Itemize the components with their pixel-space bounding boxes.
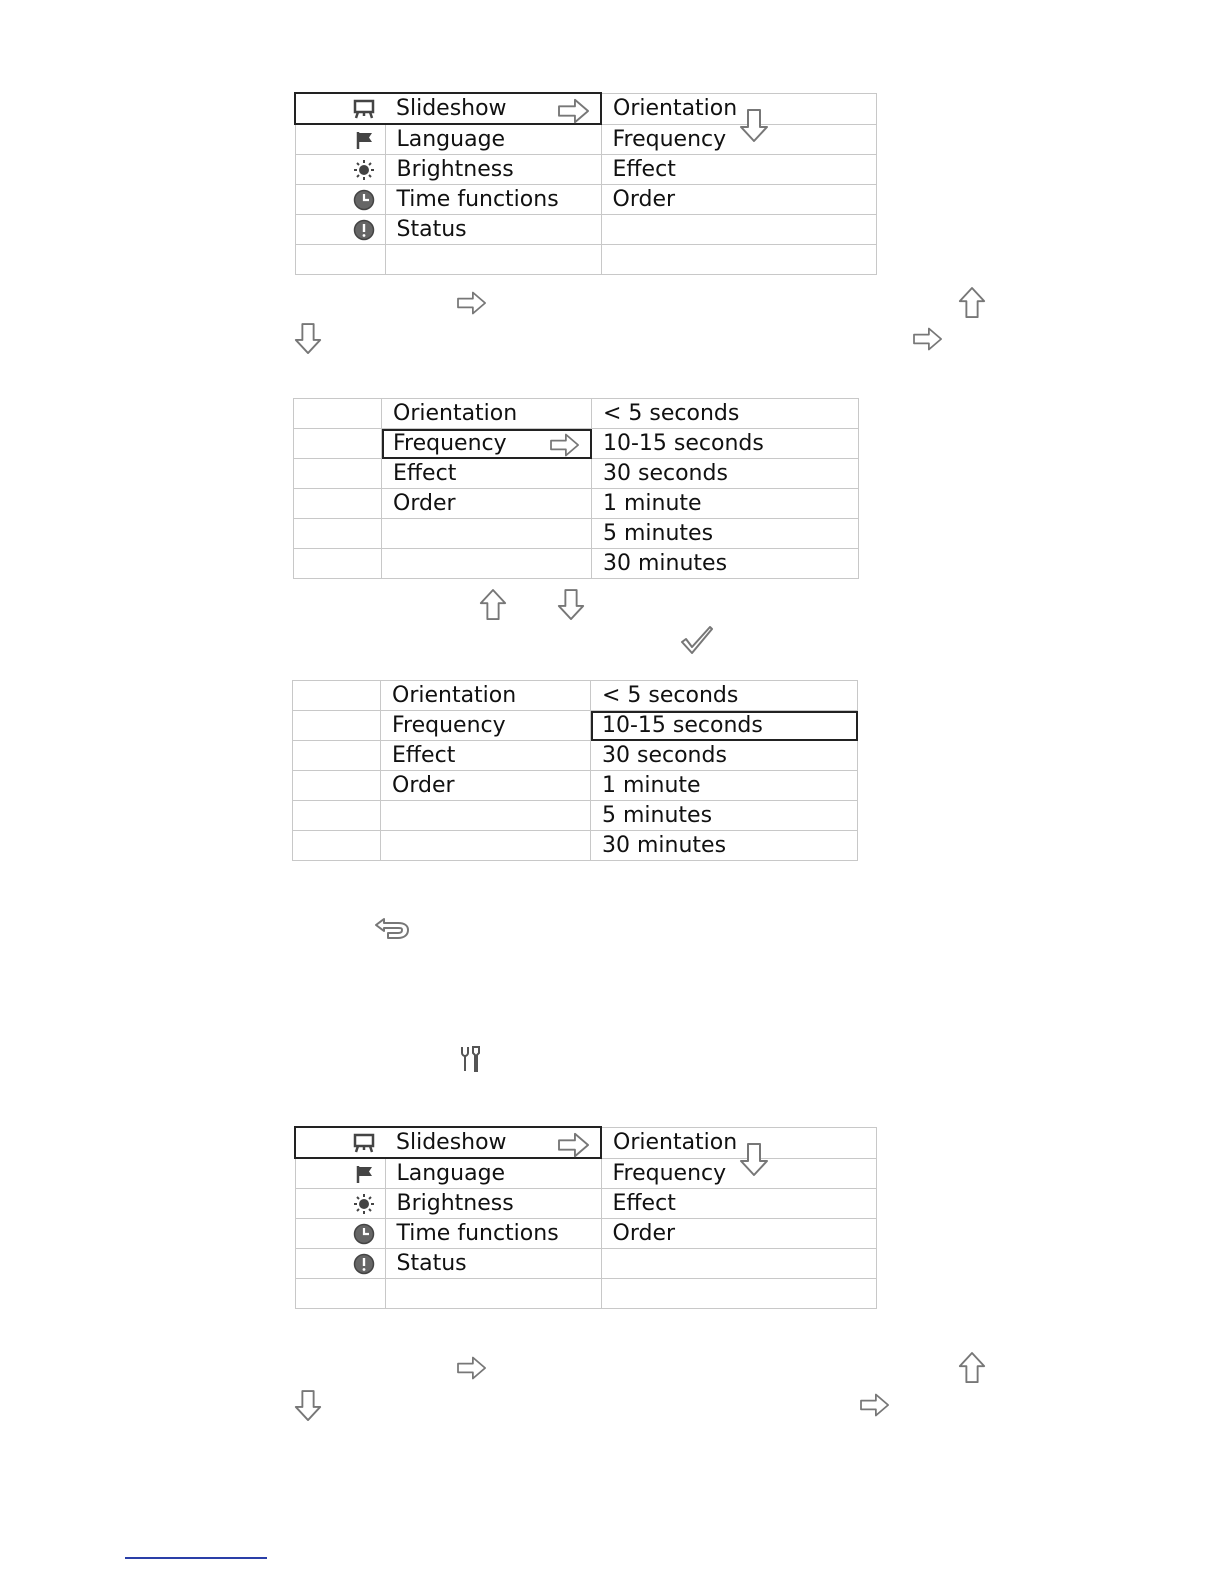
submenu-item[interactable] [601,93,876,124]
option-label: 1 minute [603,491,702,516]
menu-item-slideshow[interactable] [385,93,601,124]
table-row [293,741,858,771]
menu-item-label: Status [396,217,467,242]
submenu-item [601,245,876,275]
menu-item-label: Time functions [396,187,559,212]
menu-item-empty [382,549,592,579]
menu-item-label: Effect [393,461,457,486]
right-arrow-icon [556,96,592,126]
submenu-item-label: Order [612,187,676,212]
option-item[interactable] [591,741,858,771]
menu-item-label: Brightness [396,1191,514,1216]
icon-cell [295,155,385,185]
menu-item-language[interactable] [385,124,601,155]
table-row [295,93,876,124]
down-arrow-icon [293,1389,323,1423]
clock-icon [353,1223,375,1245]
back-icon [374,916,410,942]
brightness-sun-icon [353,1193,375,1215]
submenu-item-label: Order [612,1221,676,1246]
option-label: < 5 seconds [603,401,740,426]
right-arrow-icon [455,1354,489,1382]
option-item[interactable] [592,459,859,489]
icon-cell [295,1127,385,1158]
menu-tools-icon [458,1045,484,1073]
option-item[interactable] [591,831,858,861]
right-arrow-icon [911,325,945,353]
menu-item-label: Status [396,1251,467,1276]
option-label: 1 minute [602,773,701,798]
table-row [293,831,858,861]
option-label: 30 seconds [603,461,728,486]
menu-item-label: Frequency [393,431,507,456]
up-arrow-icon [478,588,508,622]
blank-cell [293,741,381,771]
menu-item-label: Orientation [393,401,518,426]
option-item[interactable] [592,519,859,549]
status-info-icon [353,1253,375,1275]
menu-item-label: Effect [392,743,456,768]
option-item[interactable] [592,549,859,579]
menu-item-time-functions[interactable] [385,185,601,215]
frequency-table-1 [293,398,859,579]
option-item[interactable] [592,489,859,519]
table-row [295,1279,876,1309]
brightness-sun-icon [353,159,375,181]
submenu-item-label: Orientation [613,1130,738,1155]
option-item[interactable] [591,801,858,831]
menu-item-empty [385,245,601,275]
frequency-table-2 [292,680,858,861]
menu-item-label: Language [396,127,506,152]
blank-cell [294,459,382,489]
submenu-item[interactable] [601,1158,876,1189]
checkmark-icon [680,625,714,657]
submenu-item-label: Frequency [612,126,727,152]
option-label: 30 seconds [602,743,727,768]
menu-item-effect[interactable] [382,459,592,489]
icon-cell [295,1158,385,1189]
right-arrow-icon [547,431,583,459]
menu-item-label: Order [393,491,456,516]
down-arrow-icon [556,588,586,622]
submenu-item[interactable] [601,155,876,185]
submenu-item[interactable] [601,124,876,155]
menu-item-label: Time functions [396,1221,559,1246]
table-row [294,399,859,429]
menu-item-empty [381,831,591,861]
menu-item-slideshow[interactable] [385,1127,601,1158]
menu-item-brightness[interactable] [385,155,601,185]
submenu-item [601,1279,876,1309]
icon-cell [295,124,385,155]
option-item[interactable] [592,399,859,429]
submenu-item[interactable] [601,1189,876,1219]
up-arrow-icon [957,286,987,320]
right-arrow-icon [556,1130,592,1160]
blank-cell [293,831,381,861]
menu-item-empty [381,801,591,831]
menu-item-empty [385,1279,601,1309]
icon-cell [295,1189,385,1219]
blank-cell [294,429,382,459]
submenu-item [601,1249,876,1279]
table-row [293,711,858,741]
blank-cell [294,519,382,549]
option-label: 30 minutes [602,833,727,858]
table-row [294,519,859,549]
table-row [294,489,859,519]
table-row [295,124,876,155]
table-row [295,1219,876,1249]
menu-item-order[interactable] [382,489,592,519]
blank-cell [293,771,381,801]
icon-cell [295,215,385,245]
menu-item-label: Order [392,773,455,798]
option-label: 5 minutes [603,521,714,546]
menu-item-label: Slideshow [396,96,507,121]
slideshow-icon [353,1133,375,1153]
menu-item-effect[interactable] [381,741,591,771]
menu-item-order[interactable] [381,771,591,801]
table-row [295,215,876,245]
icon-cell [295,245,385,275]
submenu-item-label: Effect [612,157,676,182]
table-row [295,245,876,275]
table-row [294,429,859,459]
option-label: 10-15 seconds [602,713,763,738]
table-row [295,1249,876,1279]
table-row [293,801,858,831]
up-arrow-icon [957,1351,987,1385]
menu-item-label: Frequency [392,713,506,738]
slideshow-icon [353,99,375,119]
menu-item-status[interactable] [385,1249,601,1279]
menu-item-brightness[interactable] [385,1189,601,1219]
blank-cell [294,489,382,519]
right-arrow-icon [858,1391,892,1419]
table-row [294,459,859,489]
option-label: 10-15 seconds [603,431,764,456]
table-row [295,185,876,215]
menu-item-label: Language [396,1161,506,1186]
menu-item-label: Slideshow [396,1130,507,1155]
option-label: 30 minutes [603,551,728,576]
menu-item-empty [382,519,592,549]
main-menu-table-2 [294,1126,877,1309]
table-row [295,1189,876,1219]
submenu-item-label: Effect [612,1191,676,1216]
main-menu-table-1 [294,92,877,275]
option-item[interactable] [591,681,858,711]
status-info-icon [353,219,375,241]
menu-item-orientation[interactable] [382,399,592,429]
menu-item-frequency[interactable] [382,429,592,459]
footnote-divider [125,1557,267,1559]
language-flag-icon [355,130,375,150]
submenu-item[interactable] [601,1219,876,1249]
blank-cell [293,801,381,831]
option-item-selected[interactable] [591,711,858,741]
menu-item-label: Orientation [392,683,517,708]
menu-item-orientation[interactable] [381,681,591,711]
icon-cell [295,1219,385,1249]
table-row [295,155,876,185]
language-flag-icon [355,1164,375,1184]
submenu-item [601,215,876,245]
blank-cell [293,711,381,741]
option-label: < 5 seconds [602,683,739,708]
menu-item-language[interactable] [385,1158,601,1189]
submenu-item[interactable] [601,1127,876,1158]
table-row [293,681,858,711]
icon-cell [295,185,385,215]
blank-cell [294,399,382,429]
submenu-item-label: Frequency [612,1160,727,1186]
option-item[interactable] [592,429,859,459]
table-row [295,1127,876,1158]
down-arrow-icon [293,322,323,356]
submenu-item-label: Orientation [613,96,738,121]
icon-cell [295,93,385,124]
menu-item-frequency[interactable] [381,711,591,741]
table-row [293,771,858,801]
menu-item-status[interactable] [385,215,601,245]
blank-cell [293,681,381,711]
submenu-item[interactable] [601,185,876,215]
icon-cell [295,1279,385,1309]
table-row [295,1158,876,1189]
option-label: 5 minutes [602,803,713,828]
icon-cell [295,1249,385,1279]
table-row [294,549,859,579]
option-item[interactable] [591,771,858,801]
clock-icon [353,189,375,211]
menu-item-time-functions[interactable] [385,1219,601,1249]
right-arrow-icon [455,289,489,317]
menu-item-label: Brightness [396,157,514,182]
blank-cell [294,549,382,579]
